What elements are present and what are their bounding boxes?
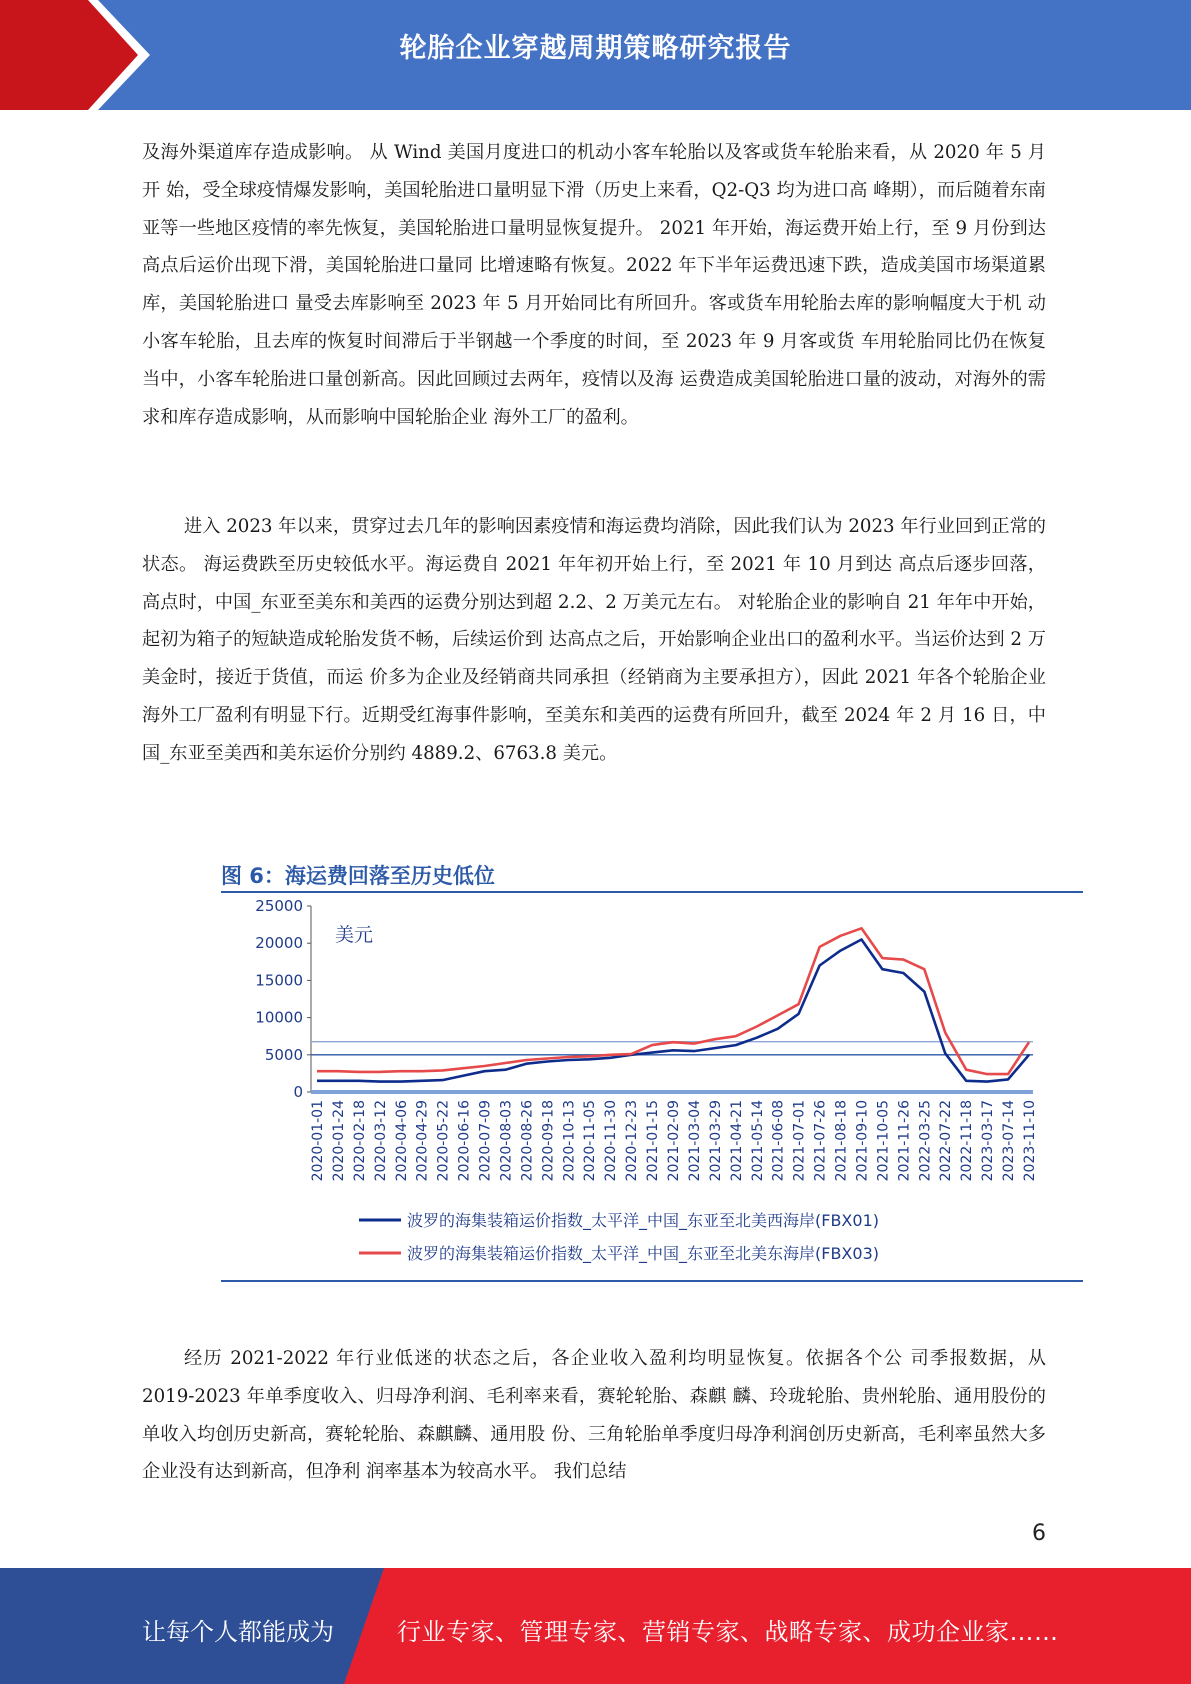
- x-tick-label: 2023-07-14: [1001, 1100, 1018, 1182]
- body-paragraph-3: 经历 2021-2022 年行业低迷的状态之后，各企业收入盈利均明显恢复。依据各个公 司季报数据，从 2019-2023 年单季度收入、归母净利润、毛利率来看，赛轮轮胎、森麒 麟、玲珑轮胎、贵州轮胎、通用股份的单收入均创历史新高，赛轮轮胎、森麒麟、通用股 份、三角轮胎单季度归母净利润创历史新高，毛利率虽然大多企业没有达到新高，但净利 润率基本为较高水平。 我们总结: [142, 1348, 1046, 1483]
- x-tick-label: 2021-07-01: [791, 1100, 808, 1182]
- y-tick-label: 25000: [255, 897, 303, 915]
- x-tick-label: 2020-01-01: [310, 1100, 326, 1182]
- page-header: [0, 0, 1191, 110]
- y-tick-label: 15000: [255, 971, 303, 990]
- x-tick-label: 2020-08-26: [519, 1100, 536, 1182]
- x-tick-label: 2020-05-22: [435, 1100, 452, 1182]
- figure-top-rule: [221, 891, 1083, 893]
- x-tick-label: 2020-11-30: [603, 1100, 620, 1182]
- figure-bottom-rule: [221, 1280, 1083, 1282]
- legend-label: 波罗的海集装箱运价指数_太平洋_中国_东亚至北美东海岸(FBX03): [407, 1244, 879, 1263]
- figure-6: [221, 852, 1083, 1284]
- x-tick-label: 2022-03-25: [917, 1100, 934, 1182]
- x-tick-label: 2020-08-03: [498, 1100, 515, 1182]
- x-tick-label: 2021-06-08: [770, 1100, 787, 1182]
- x-tick-label: 2020-10-13: [561, 1100, 578, 1182]
- x-tick-label: 2021-02-09: [666, 1100, 682, 1182]
- x-tick-label: 2020-06-16: [456, 1100, 473, 1182]
- x-tick-label: 2021-04-21: [728, 1100, 745, 1182]
- x-tick-label: 2023-03-17: [980, 1100, 997, 1182]
- series-line-fbx01: [317, 940, 1029, 1082]
- x-tick-label: 2020-01-24: [330, 1100, 347, 1182]
- x-tick-label: 2020-12-23: [624, 1100, 641, 1182]
- y-tick-label: 5000: [264, 1045, 303, 1064]
- x-tick-label: 2021-03-04: [686, 1100, 703, 1182]
- x-tick-label: 2021-08-18: [833, 1100, 850, 1182]
- x-tick-label: 2021-11-26: [896, 1100, 913, 1182]
- y-tick-label: 0: [293, 1083, 303, 1101]
- x-tick-label: 2020-02-18: [351, 1100, 368, 1182]
- body-paragraph-2: 进入 2023 年以来，贯穿过去几年的影响因素疫情和海运费均消除，因此我们认为 2023 年行业回到正常的状态。 海运费跌至历史较低水平。海运费自 2021 年年初开始上行，至 2021 年 10 月到达 高点后逐步回落，高点时，中国_东亚至美东和美西的运费分别达到超 2.2、2 万美元左右。 对轮胎企业的影响自 21 年年中开始，起初为箱子的短缺造成轮胎发货不畅，后续运价到 达高点之后，开始影响企业出口的盈利水平。当运价达到 2 万美金时，接近于货值，而运 价多为企业及经销商共同承担（经销商为主要承担方），因此 2021 年各个轮胎企业海外工厂盈利有明显下行。近期受红海事件影响，至美东和美西的运费有所回升，截至 2024 年 2 月 16 日，中国_东亚至美西和美东运价分别约 4889.2、6763.8 美元。: [142, 516, 1046, 764]
- freight-rate-chart: [221, 896, 1083, 1276]
- x-tick-label: 2022-07-22: [938, 1100, 955, 1182]
- body-paragraph-1: 及海外渠道库存造成影响。 从 Wind 美国月度进口的机动小客车轮胎以及客或货车轮胎来看，从 2020 年 5 月开 始，受全球疫情爆发影响，美国轮胎进口量明显下滑（历史上来看，Q2-Q3 均为进口高 峰期），而后随着东南亚等一些地区疫情的率先恢复，美国轮胎进口量明显恢复提升。 2021 年开始，海运费开始上行，至 9 月份到达高点后运价出现下滑，美国轮胎进口量同 比增速略有恢复。2022 年下半年运费迅速下跌，造成美国市场渠道累库，美国轮胎进口 量受去库影响至 2023 年 5 月开始同比有所回升。客或货车用轮胎去库的影响幅度大于机 动小客车轮胎，且去库的恢复时间滞后于半钢越一个季度的时间，至 2023 年 9 月客或货 车用轮胎同比仍在恢复当中，小客车轮胎进口量创新高。因此回顾过去两年，疫情以及海 运费造成美国轮胎进口量的波动，对海外的需求和库存造成影响，从而影响中国轮胎企业 海外工厂的盈利。: [142, 142, 1046, 428]
- x-tick-label: 2020-09-18: [540, 1100, 557, 1182]
- x-tick-label: 2020-11-05: [582, 1100, 599, 1182]
- y-tick-label: 20000: [255, 934, 303, 953]
- legend-label: 波罗的海集装箱运价指数_太平洋_中国_东亚至北美西海岸(FBX01): [407, 1211, 879, 1230]
- figure-title: 图 6：海运费回落至历史低位: [221, 864, 495, 888]
- x-tick-label: 2021-01-15: [645, 1100, 662, 1182]
- x-tick-label: 2021-07-26: [812, 1100, 829, 1182]
- y-tick-label: 10000: [255, 1008, 303, 1027]
- x-tick-label: 2021-05-14: [749, 1100, 766, 1182]
- x-tick-label: 2020-07-09: [477, 1100, 494, 1182]
- x-tick-label: 2020-03-12: [372, 1100, 389, 1182]
- x-tick-label: 2021-09-10: [854, 1100, 871, 1182]
- x-tick-label: 2022-11-18: [959, 1100, 976, 1182]
- y-unit-label: 美元: [335, 923, 374, 946]
- header-title: 轮胎企业穿越周期策略研究报告: [399, 33, 792, 64]
- page-number: 6: [1032, 1521, 1046, 1546]
- series-line-fbx03: [317, 928, 1029, 1074]
- x-tick-label: 2020-04-29: [414, 1100, 431, 1182]
- footer-slogan-left: 让每个人都能成为: [142, 1618, 334, 1646]
- x-tick-label: 2020-04-06: [393, 1100, 410, 1182]
- x-tick-label: 2021-10-05: [875, 1100, 892, 1182]
- x-tick-label: 2023-11-10: [1022, 1100, 1038, 1182]
- footer-slogan-right: 行业专家、管理专家、营销专家、战略专家、成功企业家……: [397, 1618, 1059, 1646]
- x-tick-label: 2021-03-29: [707, 1100, 724, 1182]
